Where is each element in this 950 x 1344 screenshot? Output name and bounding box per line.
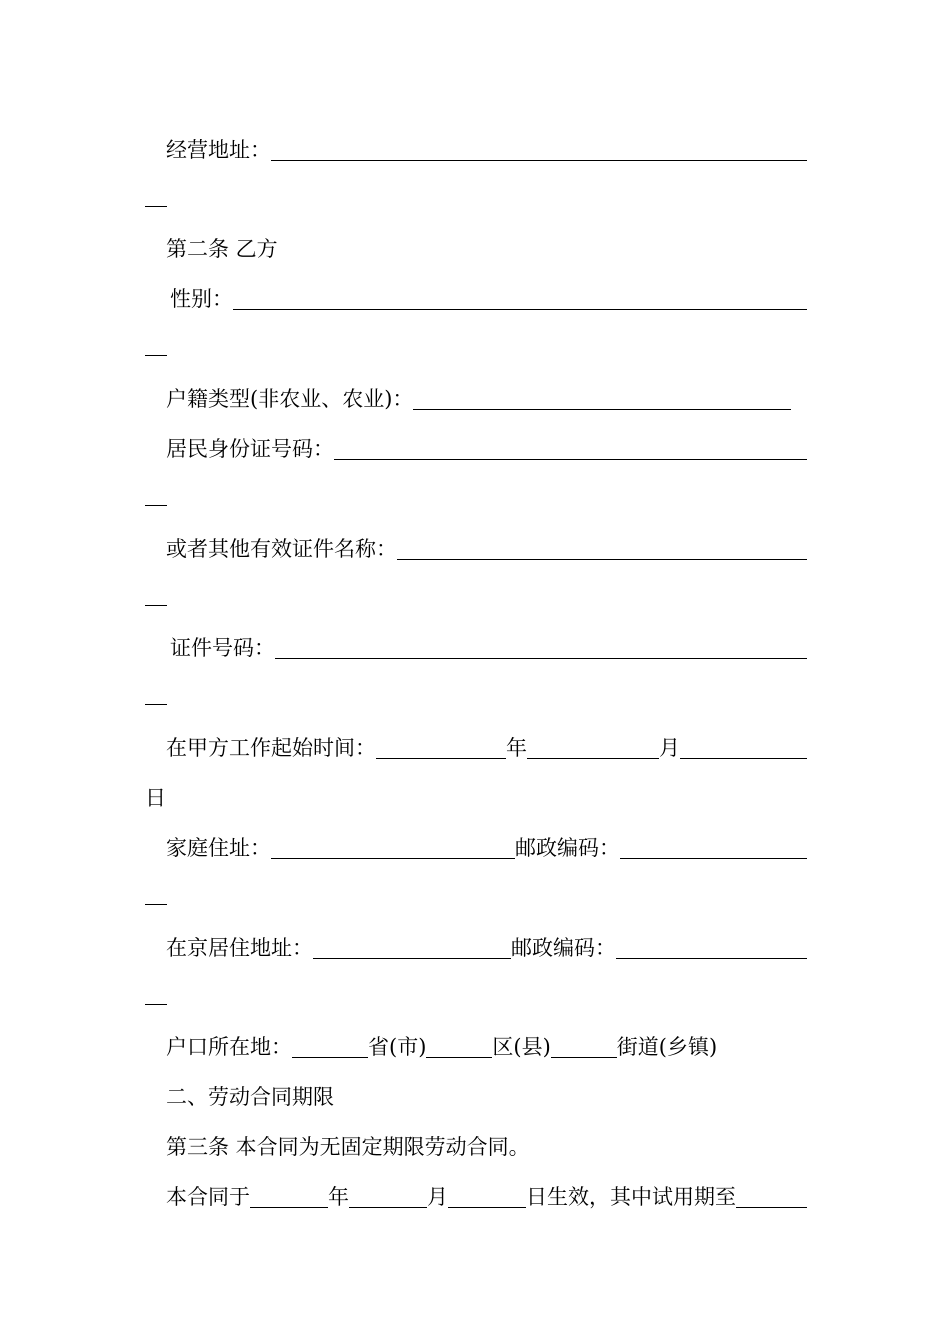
business-address-continuation [145,183,345,217]
id-number-continuation [145,482,345,516]
hukou-province-blank[interactable] [292,1033,368,1058]
continuation-blank[interactable] [145,585,167,606]
beijing-postal-blank[interactable] [616,934,807,959]
home-address-continuation [145,881,345,915]
home-address-label: 家庭住址： [166,836,271,860]
probation-end-blank[interactable] [736,1183,807,1208]
home-address-line [166,831,807,865]
id-number-line [166,432,807,466]
effective-year-blank[interactable] [250,1183,328,1208]
beijing-address-line [166,931,807,965]
continuation-blank[interactable] [145,684,167,705]
cert-number-continuation [145,681,345,715]
article-2-text: 第二条 乙方 [166,237,278,261]
section-2-heading [166,1080,807,1114]
province-label: 省(市) [368,1035,427,1059]
hukou-district-blank[interactable] [426,1033,492,1058]
continuation-blank[interactable] [145,186,167,207]
start-time-continuation [145,781,345,815]
other-cert-label: 或者其他有效证件名称： [166,537,397,561]
household-type-blank[interactable] [413,385,791,410]
other-cert-continuation [145,582,345,616]
district-label: 区(县) [492,1035,551,1059]
start-year-blank[interactable] [376,734,506,759]
hukou-line [166,1030,807,1064]
id-number-blank[interactable] [334,435,807,460]
month-label: 月 [659,736,680,760]
cert-number-line [170,631,807,665]
start-time-label: 在甲方工作起始时间： [166,736,376,760]
article-3-text: 第三条 本合同为无固定期限劳动合同。 [166,1135,530,1159]
beijing-address-continuation [145,981,345,1015]
section-2-text: 二、劳动合同期限 [166,1085,334,1109]
cert-number-label: 证件号码： [170,636,275,660]
start-time-line [166,731,807,765]
gender-label: 性别： [170,287,233,311]
gender-line [170,282,807,316]
effective-day-label: 日生效，其中试用期至 [526,1185,736,1209]
continuation-blank[interactable] [145,884,167,905]
start-day-blank[interactable] [680,734,807,759]
household-type-line [166,382,791,416]
business-address-label: 经营地址： [166,138,271,162]
home-address-blank[interactable] [271,834,515,859]
continuation-blank[interactable] [145,485,167,506]
gender-continuation [145,332,345,366]
home-postal-blank[interactable] [620,834,807,859]
other-cert-blank[interactable] [397,535,807,560]
continuation-blank[interactable] [145,335,167,356]
street-label: 街道(乡镇) [616,1035,718,1059]
id-number-label: 居民身份证号码： [166,437,334,461]
day-label: 日 [145,786,166,810]
beijing-address-blank[interactable] [313,934,511,959]
beijing-address-label: 在京居住地址： [166,936,313,960]
home-postal-label: 邮政编码： [515,836,620,860]
article-2-heading [166,232,807,266]
effective-date-line [166,1180,807,1214]
effective-month-label: 月 [427,1185,448,1209]
effective-month-blank[interactable] [349,1183,427,1208]
hukou-street-blank[interactable] [551,1033,617,1058]
beijing-postal-label: 邮政编码： [511,936,616,960]
effective-day-blank[interactable] [448,1183,526,1208]
business-address-line [166,133,807,167]
article-3-line [166,1130,807,1164]
effective-year-label: 年 [328,1185,349,1209]
hukou-label: 户口所在地： [166,1035,292,1059]
business-address-blank[interactable] [271,136,807,161]
year-label: 年 [506,736,527,760]
start-month-blank[interactable] [527,734,659,759]
effective-label: 本合同于 [166,1185,250,1209]
gender-blank[interactable] [233,285,807,310]
household-type-label: 户籍类型(非农业、农业)： [166,387,414,411]
cert-number-blank[interactable] [275,634,807,659]
continuation-blank[interactable] [145,984,167,1005]
other-cert-line [166,532,807,566]
